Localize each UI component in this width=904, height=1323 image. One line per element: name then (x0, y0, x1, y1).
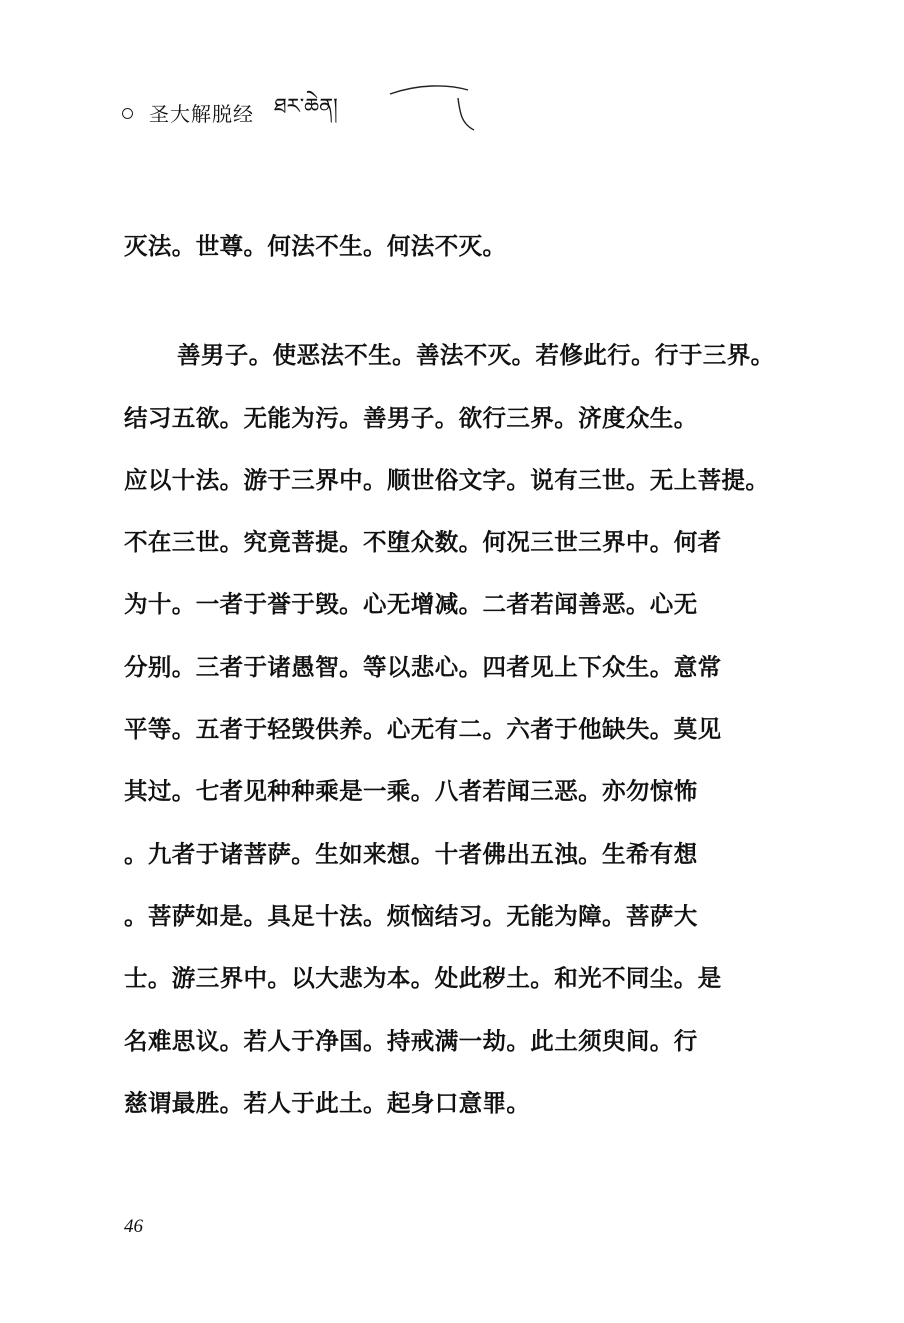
text-line: 灭法。世尊。何法不生。何法不灭。 (124, 232, 507, 260)
text-line: 为十。一者于誉于毁。心无增减。二者若闻善恶。心无 (124, 590, 698, 619)
text-line: 其过。七者见种种乘是一乘。八者若闻三恶。亦勿惊怖 (124, 777, 698, 806)
text-line: 。菩萨如是。具足十法。烦恼结习。无能为障。菩萨大 (124, 901, 698, 930)
text-line: 结习五欲。无能为污。善男子。欲行三界。济度众生。 (124, 403, 698, 432)
text-line: 应以十法。游于三界中。顺世俗文字。说有三世。无上菩提。 (124, 465, 770, 494)
text-line: 慈谓最胜。若人于此土。起身口意罪。 (124, 1088, 531, 1117)
sutra-text (124, 222, 775, 1141)
text-line: 士。游三界中。以大悲为本。处此秽土。和光不同尘。是 (124, 964, 722, 993)
text-line: 善男子。使恶法不生。善法不灭。若修此行。行于三界。 (177, 341, 775, 370)
running-header (122, 92, 352, 132)
text-line: 名难思议。若人于净国。持戒满一劫。此土须臾间。行 (124, 1026, 698, 1055)
circle-bullet-icon (122, 108, 133, 119)
page-number: 46 (124, 1216, 143, 1237)
text-line: 不在三世。究竟菩提。不堕众数。何况三世三界中。何者 (124, 528, 722, 557)
text-line: 平等。五者于轻毁供养。心无有二。六者于他缺失。莫见 (124, 715, 722, 744)
book-title: 圣大解脱经 (149, 101, 254, 126)
tibetan-title: ཐར་ཆེན། (274, 93, 338, 118)
header-flourish-icon (388, 80, 478, 136)
text-line: 分别。三者于诸愚智。等以悲心。四者见上下众生。意常 (124, 652, 722, 681)
text-line: 。九者于诸菩萨。生如来想。十者佛出五浊。生希有想 (124, 839, 698, 868)
